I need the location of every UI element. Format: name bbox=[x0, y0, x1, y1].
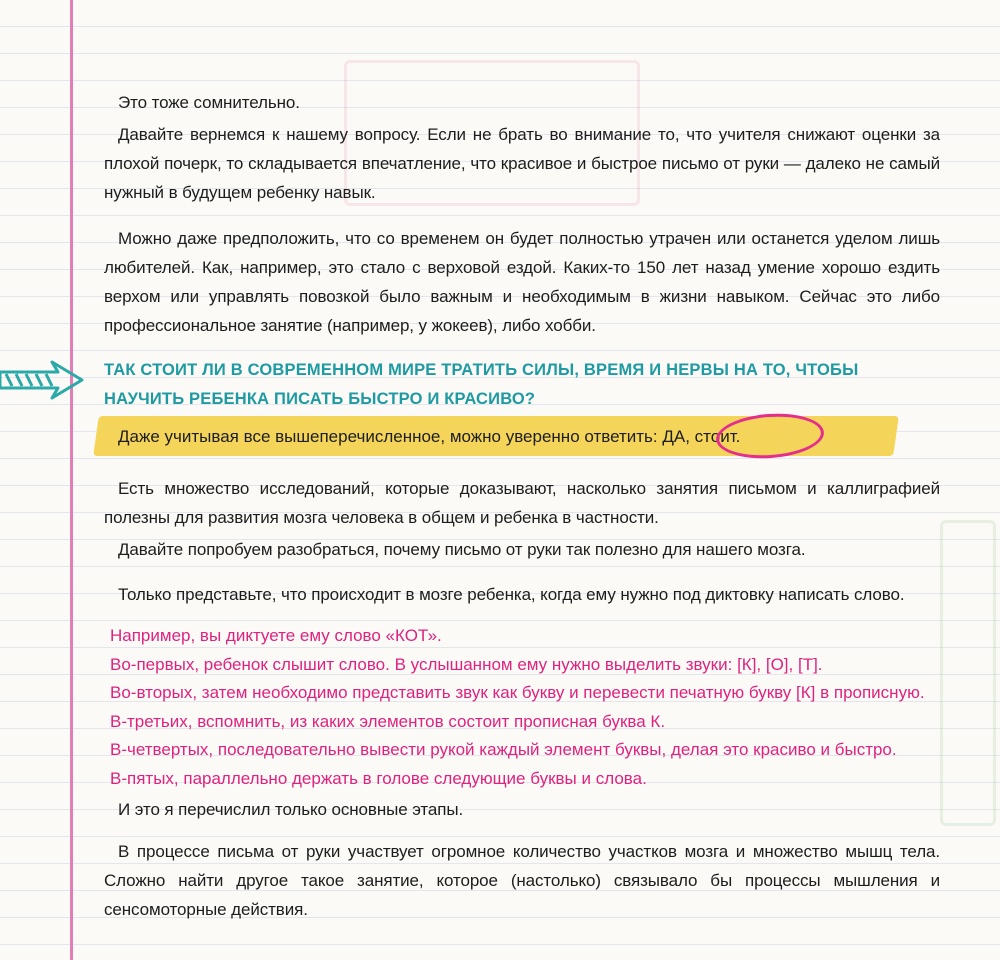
list-item: Например, вы диктуете ему слово «КОТ». bbox=[110, 626, 442, 645]
answer-yes-text: ДА, стоит. bbox=[662, 427, 741, 446]
answer-lead-text: Даже учитывая все вышеперечисленное, можно уверенно ответить: bbox=[118, 427, 663, 446]
list-item: В-четвертых, последовательно вывести рукой каждый элемент буквы, делая это красиво и быстро. bbox=[110, 740, 897, 759]
paragraph-return-to-question: Давайте вернемся к нашему вопросу. Если не брать во внимание то, что учителя снижают оценки за плохой почерк, то складывается впечатление, что красивое и быстрое письмо от руки — далеко не самый нужный в будущем ребенку навык. bbox=[104, 125, 940, 202]
section-heading: ТАК СТОИТ ЛИ В СОВРЕМЕННОМ МИРЕ ТРАТИТЬ СИЛЫ, ВРЕМЯ И НЕРВЫ НА ТО, ЧТОБЫ НАУЧИТЬ РЕБЕНКА ПИСАТЬ БЫСТРО И КРАСИВО? bbox=[104, 361, 859, 408]
list-item: В-третьих, вспомнить, из каких элементов состоит прописная буква К. bbox=[110, 711, 666, 731]
paragraph-lets-figure-out: Давайте попробуем разобраться, почему письмо от руки так полезно для нашего мозга. bbox=[118, 540, 806, 559]
paragraph-imagine: Только представьте, что происходит в мозге ребенка, когда ему нужно под диктовку написать слово. bbox=[118, 585, 905, 604]
paragraph-horse-riding: Можно даже предположить, что со временем он будет полностью утрачен или останется уделом лишь любителей. Как, например, это стало с верховой ездой. Каких-то 150 лет назад умение хорошо ездить верхом или управлять повозкой было важным и необходимым в жизни навыком. Сейчас это либо профессиональное занятие (например, у жокеев), либо хобби. bbox=[104, 229, 940, 335]
paragraph-doubtful: Это тоже сомнительно. bbox=[118, 93, 300, 112]
bleed-through-box bbox=[940, 520, 996, 826]
list-item: Во-вторых, затем необходимо представить звук как букву и перевести печатную букву [К] в прописную. bbox=[110, 683, 925, 702]
list-item: Во-первых, ребенок слышит слово. В услышанном ему нужно выделить звуки: [К], [О], [Т]. bbox=[110, 654, 823, 674]
teal-arrow-icon bbox=[0, 360, 84, 400]
dictation-steps-list bbox=[110, 622, 925, 793]
notebook-margin-line bbox=[70, 0, 73, 960]
list-item: В-пятых, параллельно держать в голове следующие буквы и слова. bbox=[110, 768, 647, 788]
paragraph-research: Есть множество исследований, которые доказывают, насколько занятия письмом и каллиграфией полезны для развития мозга человека в общем и ребенка в частности. bbox=[104, 479, 940, 527]
paragraph-brain-areas: В процессе письма от руки участвует огромное количество участков мозга и множество мышц тела. Сложно найти другое такое занятие, которое (настолько) связывало бы процессы мышления и сенсомоторные действия. bbox=[104, 842, 940, 919]
paragraph-main-stages: И это я перечислил только основные этапы. bbox=[118, 800, 464, 819]
